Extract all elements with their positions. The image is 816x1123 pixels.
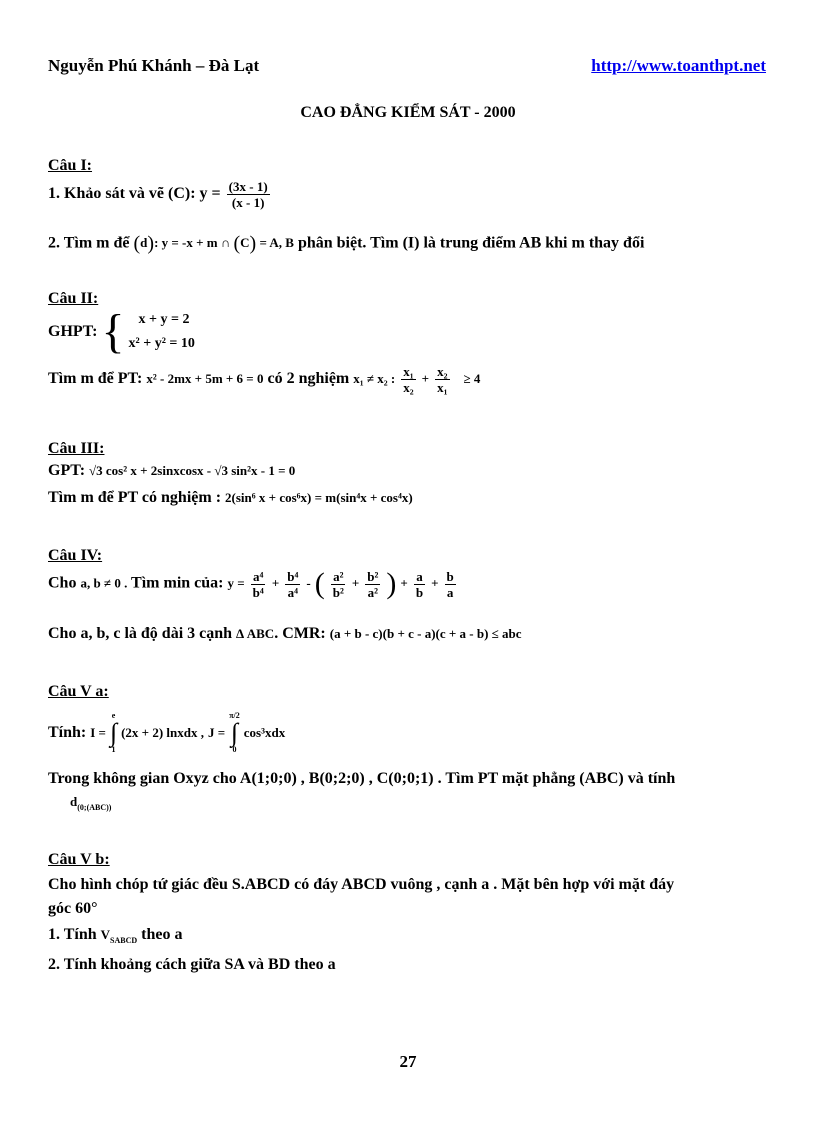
section-heading-cau-2: Câu II: [48,290,99,307]
cau5a-line-2: Trong không gian Oxyz cho A(1;0;0) , B(0;2;0) , C(0;0;1) . Tìm PT mặt phẳng (ABC) và tính [48,770,676,787]
header-author: Nguyễn Phú Khánh – Đà Lạt [48,56,260,75]
cau5b-line-1: Cho hình chóp tứ giác đều S.ABCD có đáy ABCD vuông , cạnh a . Mặt bên hợp với mặt đáy [48,876,675,893]
cau2-system: GHPT: { x + y = 2 x² + y² = 10 [48,305,195,358]
cau2-eq1: x + y = 2 [138,312,190,327]
integral-j-sign: π/2 ∫ 0 [229,711,240,754]
cau5a-integrals: Tính: I = e ∫ 1 (2x + 2) lnxdx , J = π/2 ∫ 0 cos³xdx [48,711,286,754]
cau5b-question-2: 2. Tính khoảng cách giữa SA và BD theo a [48,956,336,973]
cau5a-distance: $d_{(0;(ABC))}$ [70,794,112,813]
cau2-eq2: x² + y² = 10 [128,336,195,351]
section-heading-cau-1: Câu I: [48,157,93,174]
cau3-line-1: GPT: √3 cos² x + 2sinxcosx - √3 sin²x - 1 = 0 [48,462,296,479]
cau4-line-2: Cho a, b, c là độ dài 3 cạnh Δ ABC. CMR: (a + b - c)(b + c - a)(c + a - b) ≤ abc [48,625,522,642]
header-url-link[interactable]: http://www.toanthpt.net [591,56,766,75]
cau5b-question-1: 1. Tính $V_{SABCD}$ theo a [48,926,183,946]
section-heading-cau-5a: Câu V a: [48,683,109,700]
cau1-q1-text: 1. Khảo sát và vẽ (C): y = [48,185,221,203]
cau1-question-2: 2. Tìm m để (d): y = -x + m ∩ (C) = A, B phân biệt. Tìm (I) là trung điểm AB khi m thay đổi [48,233,645,255]
cau1-question-1 [48,179,272,210]
cau2-line-2: Tìm m để PT: x² - 2mx + 5m + 6 = 0 có 2 nghiệm x₁ ≠ x₂ : $\frac{\text{x₁}}{\text{x₂}}$ + $\frac{\text{x₂}}{\text{x₁}}$ ≥ 4 [48,364,481,395]
cau3-line-2: Tìm m để PT có nghiệm : 2(sin⁶ x + cos⁶x) = m(sin⁴x + cos⁴x) [48,489,413,506]
page-number: 27 [399,1052,417,1071]
cau4-line-1: Cho a, b ≠ 0 . Tìm min của: y = $\frac{\text{a⁴}}{\text{b⁴}}$ + $\frac{\text{b⁴}}{\text{a⁴}}$ - ( $\frac{\text{a²}}{\text{b²}}$ + $\frac{\text{b²}}{\text{a²}}$ ) + $\frac{a}{b}$ + $\frac{b}{a}$ [48,567,454,600]
cau1-q1-fraction: $\frac{(3x - 1)}{(x - 1)}$ [228,179,268,210]
page-title: CAO ĐẲNG KIỂM SÁT - 2000 [300,104,516,121]
cau5b-line-2: góc 60° [48,900,98,917]
section-heading-cau-3: Câu III: [48,440,105,457]
integral-i-sign: e ∫ 1 [109,711,118,754]
section-heading-cau-5b: Câu V b: [48,851,110,868]
section-heading-cau-4: Câu IV: [48,547,103,564]
